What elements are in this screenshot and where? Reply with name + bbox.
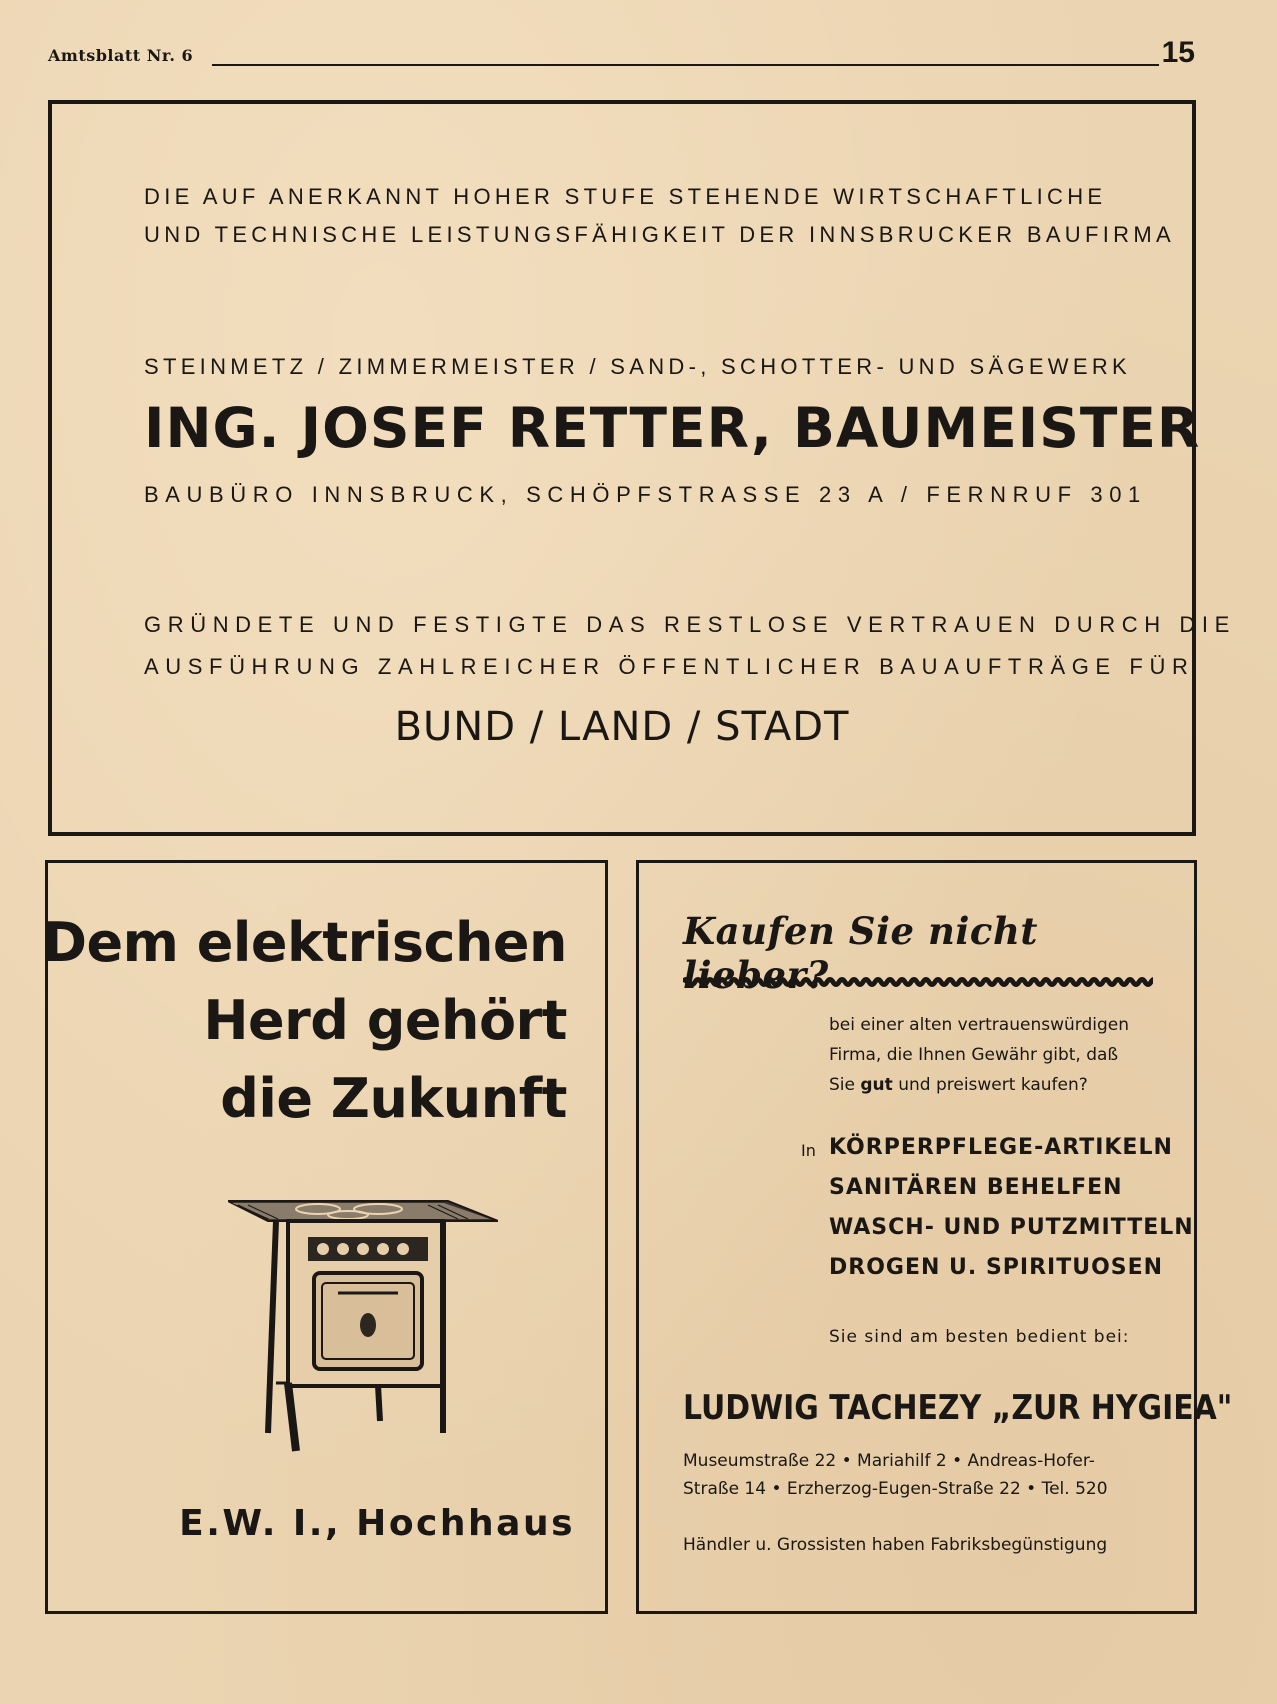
- hygiea-footer: Händler u. Grossisten haben Fabriksbegünstigung: [683, 1535, 1108, 1555]
- retter-intro-line-1: DIE AUF ANERKANNT HOHER STUFE STEHENDE WIRTSCHAFTLICHE: [144, 184, 1107, 209]
- hygiea-product-4: DROGEN U. SPIRITUOSEN: [829, 1255, 1164, 1280]
- hygiea-advertisement: [636, 860, 1233, 1614]
- page-number: 15: [1161, 36, 1195, 69]
- hygiea-text-line-3: [829, 1075, 1088, 1095]
- hygiea-text-line-2: Firma, die Ihnen Gewähr gibt, daß: [829, 1045, 1119, 1065]
- herd-advertisement: [42, 860, 608, 1614]
- herd-headline-2: Herd gehört: [203, 989, 567, 1052]
- publication-header: Amtsblatt Nr. 6: [48, 46, 194, 65]
- hygiea-product-1: KÖRPERPFLEGE-ARTIKELN: [829, 1135, 1173, 1160]
- hygiea-in-prefix: In: [801, 1141, 816, 1160]
- hygiea-address-line-2: Straße 14 • Erzherzog-Eugen-Straße 22 • Tel. 520: [683, 1479, 1108, 1499]
- retter-trades: STEINMETZ / ZIMMERMEISTER / SAND-, SCHOTTER- UND SÄGEWERK: [144, 354, 1132, 379]
- hygiea-served: Sie sind am besten bedient bei:: [829, 1327, 1130, 1347]
- hygiea-text-post: und preiswert kaufen?: [898, 1075, 1088, 1095]
- retter-closing-line-1: GRÜNDETE UND FESTIGTE DAS RESTLOSE VERTRAUEN DURCH DIE: [144, 612, 1236, 637]
- retter-address: BAUBÜRO INNSBRUCK, SCHÖPFSTRASSE 23 A / FERNRUF 301: [144, 482, 1147, 507]
- wave-divider: [683, 975, 1153, 989]
- hygiea-product-3: WASCH- UND PUTZMITTELN: [829, 1215, 1194, 1240]
- retter-company-name: ING. JOSEF RETTER, BAUMEISTER: [144, 396, 1201, 460]
- retter-advertisement: [48, 100, 1236, 836]
- hygiea-product-2: SANITÄREN BEHELFEN: [829, 1175, 1123, 1200]
- hygiea-text-line-1: bei einer alten vertrauenswürdigen: [829, 1015, 1129, 1035]
- herd-headline-3: die Zukunft: [220, 1067, 567, 1130]
- herd-headline-1: Dem elektrischen: [42, 911, 567, 974]
- hygiea-headline: Kaufen Sie nicht lieber?: [683, 909, 1038, 997]
- retter-clients: BUND / LAND / STADT: [394, 704, 850, 750]
- hygiea-address-line-1: Museumstraße 22 • Mariahilf 2 • Andreas-Hofer-: [683, 1451, 1095, 1471]
- herd-signature: E.W. I., Hochhaus: [179, 1503, 575, 1544]
- header-rule: [212, 64, 1159, 66]
- hygiea-shop-name: LUDWIG TACHEZY „ZUR HYGIEA": [683, 1388, 1233, 1428]
- electric-stove-icon: [228, 1193, 498, 1453]
- hygiea-text-pre: Sie: [829, 1075, 855, 1095]
- retter-intro-line-2: UND TECHNISCHE LEISTUNGSFÄHIGKEIT DER INNSBRUCKER BAUFIRMA: [144, 222, 1175, 247]
- hygiea-text-bold: gut: [860, 1075, 893, 1095]
- retter-closing-line-2: AUSFÜHRUNG ZAHLREICHER ÖFFENTLICHER BAUAUFTRÄGE FÜR: [144, 654, 1195, 679]
